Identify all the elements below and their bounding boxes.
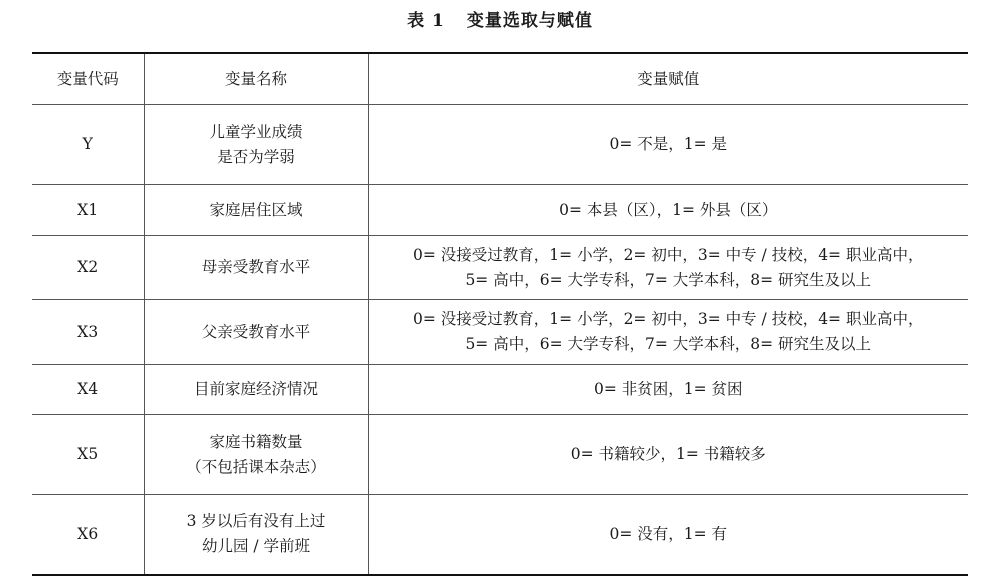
table-row [32, 415, 968, 495]
name-line: 幼儿园 / 学前班 [201, 537, 311, 556]
header-code: 变量代码 [32, 53, 144, 105]
table-title: 变量选取与赋值 [466, 11, 593, 31]
table-caption [0, 8, 1000, 34]
variable-value [368, 185, 968, 236]
variable-name [144, 365, 368, 415]
table-row [32, 495, 968, 575]
variable-name [144, 415, 368, 495]
variable-value [368, 495, 968, 575]
name-line: 目前家庭经济情况 [193, 380, 318, 398]
variable-code: X6 [32, 495, 144, 575]
variable-value [368, 236, 968, 300]
name-line: 父亲受教育水平 [201, 322, 311, 341]
variable-code: Y [32, 105, 144, 185]
variable-value [368, 365, 968, 415]
table-row [32, 300, 968, 365]
name-line: 儿童学业成绩 [209, 122, 303, 141]
variable-name [144, 495, 368, 575]
variable-code: X4 [32, 365, 144, 415]
table-row [32, 105, 968, 185]
value-line: 0= 不是，1= 是 [609, 135, 728, 153]
header-name: 变量名称 [144, 53, 368, 105]
header-value: 变量赋值 [368, 53, 968, 105]
variable-name [144, 185, 368, 236]
variable-name [144, 236, 368, 300]
name-line: 是否为学弱 [217, 147, 295, 166]
value-line: 5= 高中，6= 大学专科，7= 大学本科，8= 研究生及以上 [465, 335, 872, 353]
variable-name [144, 105, 368, 185]
table-number: 表 1 [407, 11, 445, 31]
name-line: 母亲受教育水平 [201, 258, 311, 276]
name-line: 家庭书籍数量 [209, 432, 303, 451]
name-line: （不包括课本杂志） [186, 457, 326, 476]
variable-value [368, 300, 968, 365]
value-line: 5= 高中，6= 大学专科，7= 大学本科，8= 研究生及以上 [465, 270, 872, 289]
variable-value [368, 415, 968, 495]
variable-code: X2 [32, 236, 144, 300]
variable-code: X3 [32, 300, 144, 365]
variable-name [144, 300, 368, 365]
variable-table [32, 52, 968, 576]
variable-code: X5 [32, 415, 144, 495]
variable-value [368, 105, 968, 185]
name-line: 3 岁以后有没有上过 [186, 512, 326, 531]
value-line: 0= 没接受过教育，1= 小学，2= 初中，3= 中专 / 技校，4= 职业高中， [413, 310, 924, 328]
value-line: 0= 非贫困，1= 贫困 [593, 380, 743, 398]
value-line: 0= 本县（区），1= 外县（区） [559, 200, 778, 219]
variable-code: X1 [32, 185, 144, 236]
name-line: 家庭居住区域 [209, 200, 303, 219]
table-row [32, 365, 968, 415]
table-row [32, 185, 968, 236]
table-row [32, 236, 968, 300]
value-line: 0= 书籍较少，1= 书籍较多 [570, 445, 766, 463]
value-line: 0= 没有，1= 有 [609, 524, 728, 543]
header-row [32, 53, 968, 105]
value-line: 0= 没接受过教育，1= 小学，2= 初中，3= 中专 / 技校，4= 职业高中， [413, 245, 924, 264]
